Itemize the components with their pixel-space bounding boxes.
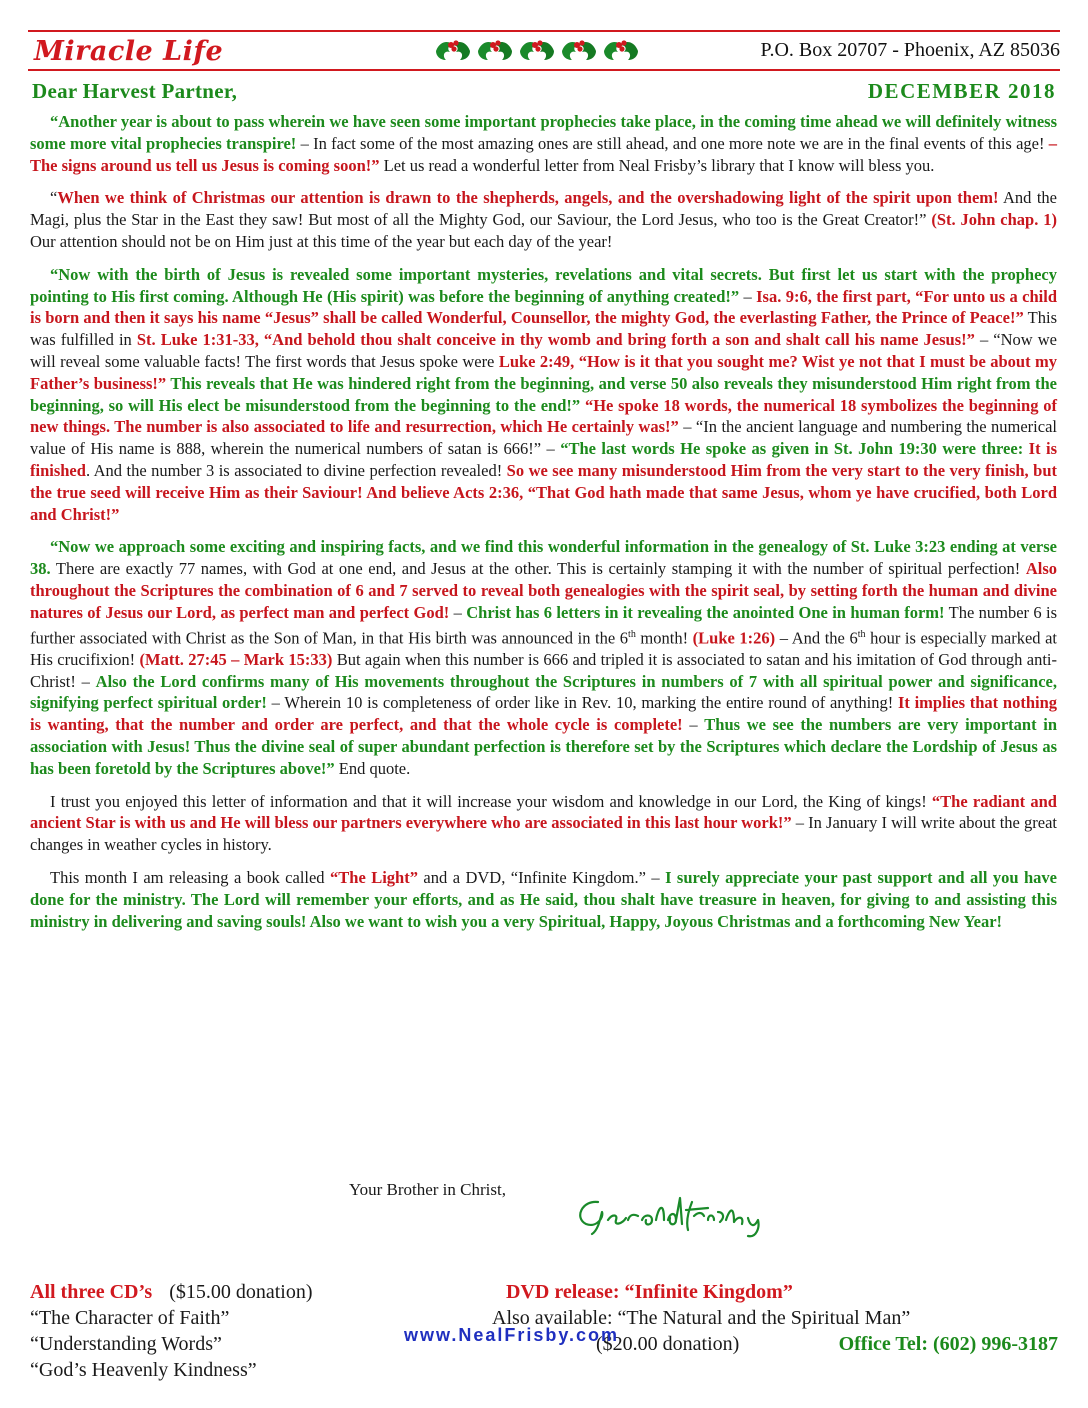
- text-run: – Wherein 10 is completeness of order like in Rev. 10, marking the entire round of anything!: [266, 693, 898, 713]
- text-run: – The signs around us tell us Jesus is coming soon!”: [30, 133, 1058, 175]
- mailing-address: P.O. Box 20707 - Phoenix, AZ 85036: [760, 39, 1060, 61]
- office-phone: Office Tel: (602) 996-3187: [838, 1333, 1058, 1355]
- text-run: When we think of Christmas our attention is drawn to the shepherds, angels, and the overshadowing light of the spirit upon them!: [57, 188, 999, 208]
- brand-title: Miracle Life: [34, 36, 224, 67]
- cd-offer-heading: [30, 1279, 313, 1305]
- paragraph-4: [30, 536, 1057, 779]
- text-run: (Matt. 27:45 – Mark 15:33): [139, 649, 333, 669]
- text-run: “The Light”: [330, 868, 418, 887]
- text-run: It implies that nothing is wanting, that the number and order are perfect, and that the whole cycle is complete!: [30, 693, 1058, 735]
- text-run: Isa. 9:6, the first part, “For unto us a child is born and then it says his name “Jesus” shall be called Wonderful, Counsellor, the mighty God, the everlasting Father, the Prince of Peace!”: [30, 286, 1057, 328]
- text-run: Christ has 6 letters in it revealing the anointed One in human form!: [466, 602, 945, 622]
- text-run: and a DVD, “Infinite Kingdom.” –: [417, 868, 666, 887]
- text-run: –: [449, 602, 467, 622]
- text-run: In fact some of the most amazing ones are still ahead, and one more note we are in the final events of this age!: [313, 133, 1045, 153]
- paragraph-2: [30, 187, 1057, 252]
- text-run: “Now we approach some exciting and inspiring facts, and we find this wonderful information in the genealogy of St. Luke 3:23 ending at verse 38.: [30, 537, 1057, 579]
- text-run: Let us read a wonderful letter from Neal Frisby’s library that I know will bless you.: [379, 155, 935, 175]
- text-run: It is finished: [30, 439, 1058, 480]
- text-run: . And the number 3 is associated to divine perfection revealed!: [85, 460, 507, 480]
- text-run: End quote.: [334, 758, 411, 778]
- paragraph-3: [30, 264, 1057, 526]
- text-run: Also throughout the Scriptures the combination of 6 and 7 served to reveal both genealogies with the spirit seal, by setting forth the human and divine natures of Jesus our Lord, as perfect man and perfect God!: [30, 559, 1057, 622]
- text-run: “The last words He spoke as given in St. John 19:30 were three:: [560, 439, 1024, 459]
- text-run: th: [628, 628, 636, 640]
- text-run: Also the Lord confirms many of His movements throughout the Scriptures in numbers of 7 with all spiritual power and significance, signifying perfect spiritual order!: [30, 671, 1057, 713]
- text-run: “: [50, 188, 58, 208]
- header-top-rule: [28, 30, 1060, 32]
- text-run: Thus we see the numbers are very important in association with Jesus! Thus the divine seal of super abundant perfection is therefore set by the Scriptures which declare the Lordship of Jesus as has been foretold by the Scriptures above!”: [30, 715, 1058, 778]
- text-run: “He spoke 18 words, the numerical 18 symbolizes the beginning of new things. The number is also associated to life and resurrection, which He certainly was!”: [30, 395, 1057, 437]
- dvd-price: ($20.00 donation): [596, 1333, 740, 1355]
- website-link[interactable]: www.NealFrisby.com: [404, 1325, 620, 1345]
- cd-title: “God’s Heavenly Kindness”: [30, 1359, 257, 1381]
- text-run: This was fulfilled in: [30, 308, 1057, 350]
- paragraph-5: [30, 791, 1057, 856]
- text-run: (Luke 1:26): [692, 628, 776, 648]
- text-run: th: [857, 628, 866, 640]
- cd-title: “The Character of Faith”: [30, 1307, 230, 1329]
- cd-offer-title: All three CD’s: [30, 1281, 153, 1303]
- text-run: –: [296, 133, 314, 153]
- signature-icon: [568, 1190, 788, 1240]
- text-run: –: [682, 715, 705, 735]
- text-run: month!: [635, 628, 693, 648]
- header-bottom-rule: [28, 69, 1060, 71]
- letter-body: [30, 111, 1057, 943]
- text-run: “The radiant and ancient Star is with us and He will bless our partners everywhere who are associated in this last hour work!”: [30, 791, 1057, 833]
- paragraph-1: [30, 111, 1057, 176]
- text-run: “Now with the birth of Jesus is revealed some important mysteries, revelations and vital secrets. But first let us start with the prophecy pointing to His first coming. Although He (His spirit) was before the beginning of anything created!”: [30, 264, 1057, 306]
- text-run: St. Luke 1:31-33, “And behold thou shalt conceive in thy womb and bring forth a son and shalt call his name Jesus!”: [136, 330, 975, 350]
- text-run: “Another year is about to pass wherein we have seen some important prophecies take place, in the coming time ahead we will definitely witness some more vital prophecies transpire!: [30, 112, 1057, 153]
- text-run: – “Now we will reveal some valuable facts! The first words that Jesus spoke were: [30, 330, 1057, 371]
- text-run: There are exactly 77 names, with God at one end, and Jesus at the other. This is certainly stamping it with the number of spiritual perfection!: [50, 559, 1026, 579]
- text-run: And the Magi, plus the Star in the East they saw! But most of all the Mighty God, our Saviour, the Lord Jesus, who too is the Great Creator!”: [30, 188, 1058, 230]
- text-run: I trust you enjoyed this letter of information and that it will increase your wisdom and knowledge in our Lord, the King of kings!: [50, 791, 932, 811]
- text-run: – And the 6: [775, 628, 858, 648]
- cd-offer-price: ($15.00 donation): [169, 1281, 313, 1303]
- text-run: –: [739, 286, 757, 306]
- cd-title: “Understanding Words”: [30, 1333, 222, 1355]
- letter-date: DECEMBER 2018: [867, 79, 1056, 103]
- text-run: I surely appreciate your past support and all you have done for the ministry. The Lord will remember your efforts, and as He said, thou shalt have treasure in heaven, for giving to and assisting this ministry in delivering and saving souls! Also we want to wish you a very Spiritual, Happy, Joyous Christmas and a forthcoming New Year!: [30, 868, 1057, 931]
- paragraph-6: [30, 867, 1057, 932]
- cd-offer: [30, 1279, 313, 1383]
- text-run: hour is especially marked at His crucifixion!: [30, 628, 1058, 669]
- closing: Your Brother in Christ,: [349, 1180, 506, 1199]
- holly-decoration-icon: [432, 34, 640, 68]
- text-run: But again when this number is 666 and tripled it is associated to satan and his imitation of God through anti-Christ! –: [30, 649, 1057, 691]
- text-run: So we see many misunderstood Him from the very start to the very finish, but the true seed will receive Him as their Saviour! And believe Acts 2:36, “That God hath made that same Jesus, whom ye have crucified, both Lord and Christ!”: [30, 460, 1057, 524]
- text-run: This reveals that He was hindered right from the beginning, and verse 50 also reveals they misunderstood Him right from the beginning, so will His elect be misunderstood from the beginning to the end!”: [30, 373, 1057, 415]
- text-run: (St. John chap. 1): [931, 210, 1057, 230]
- text-run: This month I am releasing a book called: [50, 868, 331, 887]
- text-run: – “In the ancient language and numbering the numerical value of His name is 888, wherein the numerical numbers of satan is 666!” –: [30, 417, 1057, 459]
- text-run: The number 6 is further associated with Christ as the Son of Man, in that His birth was announced in the 6: [30, 602, 1058, 648]
- text-run: – In January I will write about the great changes in weather cycles in history.: [30, 813, 1057, 855]
- dvd-release-heading: DVD release: “Infinite Kingdom”: [506, 1281, 793, 1303]
- also-available: Also available: “The Natural and the Spiritual Man”: [492, 1307, 911, 1329]
- text-run: Our attention should not be on Him just at this time of the year but each day of the year!: [30, 231, 613, 251]
- text-run: Luke 2:49, “How is it that you sought me? Wist ye not that I must be about my Father’s business!”: [30, 351, 1057, 393]
- greeting: Dear Harvest Partner,: [32, 79, 238, 103]
